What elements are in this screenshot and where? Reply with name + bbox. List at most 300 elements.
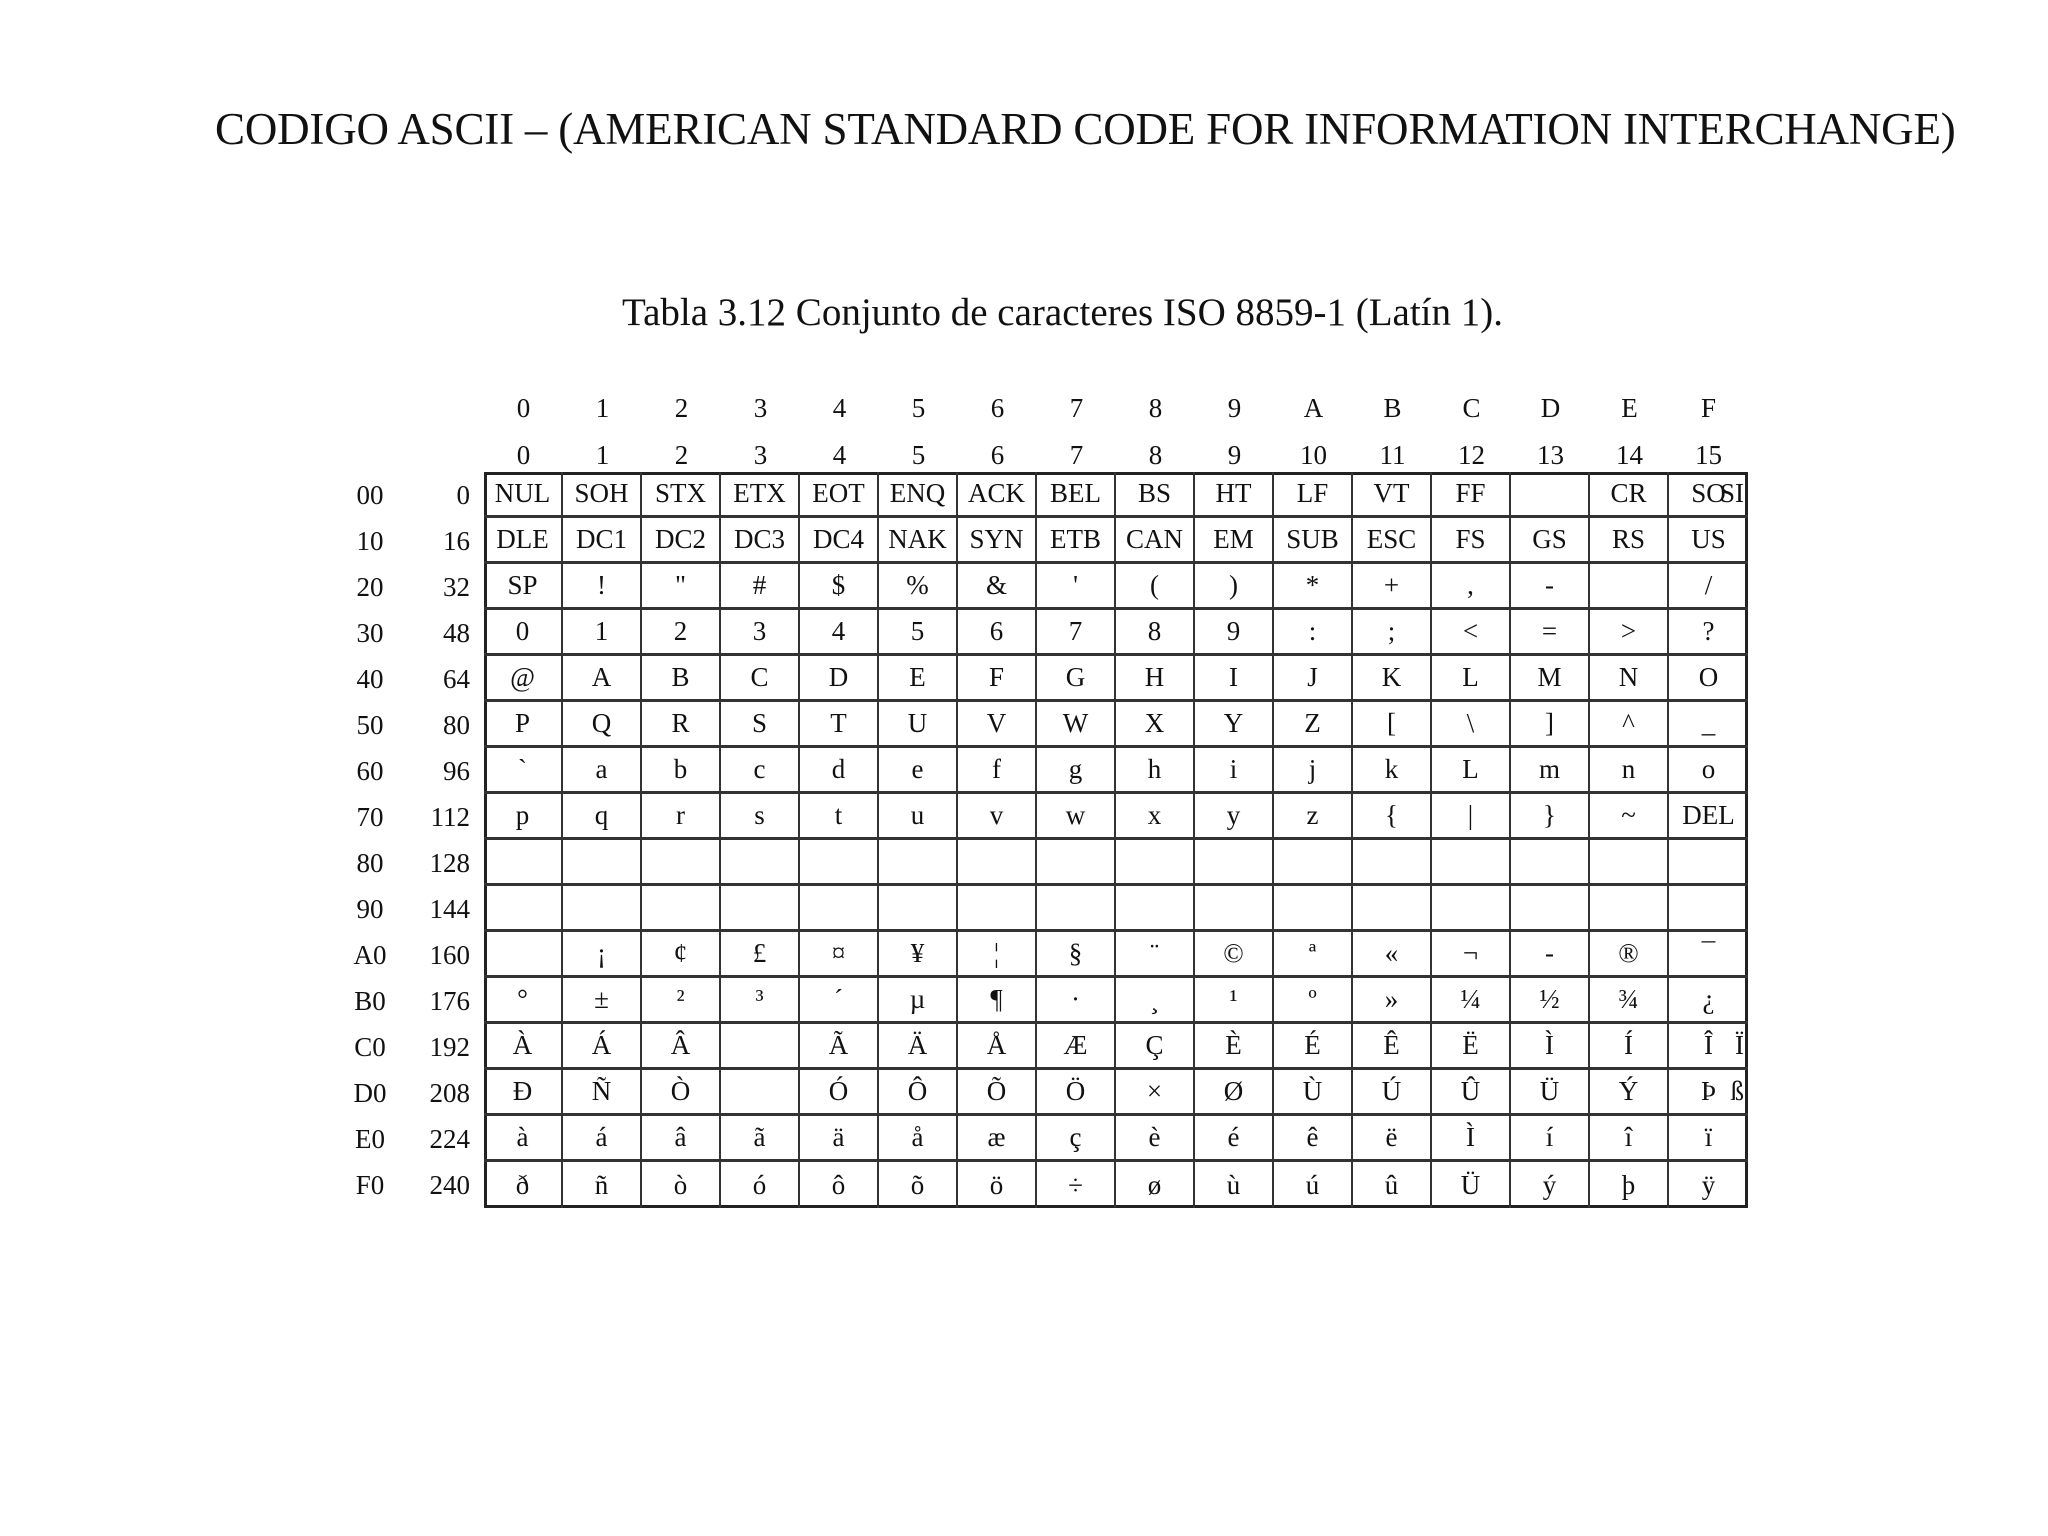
table-cell: ¥ bbox=[879, 932, 958, 978]
table-cell: w bbox=[1037, 794, 1116, 840]
table-cell: DC1 bbox=[563, 518, 642, 564]
table-cell: ª bbox=[1274, 932, 1353, 978]
table-cell: ¨ bbox=[1116, 932, 1195, 978]
table-cell: è bbox=[1116, 1116, 1195, 1162]
table-cell: « bbox=[1353, 932, 1432, 978]
table-cell: f bbox=[958, 748, 1037, 794]
table-cell bbox=[1511, 472, 1590, 518]
table-cell: ~ bbox=[1590, 794, 1669, 840]
table-cell: B bbox=[642, 656, 721, 702]
table-cell: DC2 bbox=[642, 518, 721, 564]
table-cell: n bbox=[1590, 748, 1669, 794]
row-decimal-label: 96 bbox=[443, 756, 470, 786]
table-cell: { bbox=[1353, 794, 1432, 840]
column-hex-header: 0 bbox=[516, 393, 531, 423]
table-cell: Ú bbox=[1353, 1070, 1432, 1116]
row-hex-label: 30 bbox=[356, 618, 384, 648]
table-cell: H bbox=[1116, 656, 1195, 702]
table-cell: - bbox=[1511, 564, 1590, 610]
table-cell: EM bbox=[1195, 518, 1274, 564]
table-cell: ï bbox=[1669, 1116, 1748, 1162]
table-cell: þ bbox=[1590, 1162, 1669, 1208]
row-hex-label: 90 bbox=[356, 894, 384, 924]
column-hex-header: D bbox=[1540, 393, 1561, 423]
table-cell: j bbox=[1274, 748, 1353, 794]
table-cell bbox=[800, 840, 879, 886]
table-cell bbox=[484, 932, 563, 978]
table-cell: ` bbox=[484, 748, 563, 794]
table-cell: Ì bbox=[1432, 1116, 1511, 1162]
row-hex-label: C0 bbox=[354, 1032, 386, 1062]
table-cell bbox=[1037, 840, 1116, 886]
table-cell: % bbox=[879, 564, 958, 610]
table-cell: SO bbox=[1669, 472, 1748, 518]
table-cell bbox=[1274, 840, 1353, 886]
row-decimal-label: 16 bbox=[443, 526, 470, 556]
table-cell: » bbox=[1353, 978, 1432, 1024]
row-hex-label: F0 bbox=[355, 1170, 385, 1200]
table-cell: BEL bbox=[1037, 472, 1116, 518]
table-cell: Ê bbox=[1353, 1024, 1432, 1070]
table-cell: ½ bbox=[1511, 978, 1590, 1024]
table-cell: Í bbox=[1590, 1024, 1669, 1070]
table-cell: ø bbox=[1116, 1162, 1195, 1208]
column-hex-header: 9 bbox=[1227, 393, 1242, 423]
table-cell: å bbox=[879, 1116, 958, 1162]
column-decimal-header: 3 bbox=[753, 440, 768, 470]
table-cell: 4 bbox=[800, 610, 879, 656]
table-cell: ñ bbox=[563, 1162, 642, 1208]
table-cell: SYN bbox=[958, 518, 1037, 564]
table-cell: r bbox=[642, 794, 721, 840]
table-cell: ¬ bbox=[1432, 932, 1511, 978]
table-cell: F bbox=[958, 656, 1037, 702]
table-cell: 3 bbox=[721, 610, 800, 656]
column-decimal-header: 11 bbox=[1379, 440, 1406, 470]
table-cell: Ï bbox=[1669, 1024, 1748, 1070]
row-decimal-label: 192 bbox=[429, 1032, 470, 1062]
table-cell: ETX bbox=[721, 472, 800, 518]
table-cell: Ë bbox=[1432, 1024, 1511, 1070]
column-hex-header: 8 bbox=[1148, 393, 1163, 423]
table-cell: 8 bbox=[1116, 610, 1195, 656]
column-hex-header: 3 bbox=[753, 393, 768, 423]
table-cell: Ç bbox=[1116, 1024, 1195, 1070]
table-cell: p bbox=[484, 794, 563, 840]
table-cell: § bbox=[1037, 932, 1116, 978]
table-cell bbox=[958, 886, 1037, 932]
table-cell: D bbox=[800, 656, 879, 702]
column-hex-header: F bbox=[1700, 393, 1717, 423]
table-cell: GS bbox=[1511, 518, 1590, 564]
table-cell: I bbox=[1195, 656, 1274, 702]
table-cell: ENQ bbox=[879, 472, 958, 518]
table-cell bbox=[1432, 886, 1511, 932]
column-decimal-header: 13 bbox=[1537, 440, 1564, 470]
table-cell: ] bbox=[1511, 702, 1590, 748]
table-cell: Þ bbox=[1669, 1070, 1748, 1116]
row-decimal-label: 176 bbox=[429, 986, 470, 1016]
row-hex-label: 70 bbox=[356, 802, 384, 832]
table-cell: NAK bbox=[879, 518, 958, 564]
table-cell: N bbox=[1590, 656, 1669, 702]
table-cell: ý bbox=[1511, 1162, 1590, 1208]
table-cell: á bbox=[563, 1116, 642, 1162]
table-cell: 7 bbox=[1037, 610, 1116, 656]
column-hex-header: 5 bbox=[911, 393, 926, 423]
column-hex-header: 6 bbox=[990, 393, 1005, 423]
row-decimal-label: 160 bbox=[429, 940, 470, 970]
table-cell bbox=[1037, 886, 1116, 932]
table-cell: STX bbox=[642, 472, 721, 518]
table-cell: Ø bbox=[1195, 1070, 1274, 1116]
table-cell bbox=[879, 886, 958, 932]
table-cell: ¸ bbox=[1116, 978, 1195, 1024]
table-cell: Q bbox=[563, 702, 642, 748]
table-cell: £ bbox=[721, 932, 800, 978]
table-cell: ë bbox=[1353, 1116, 1432, 1162]
table-cell: ? bbox=[1669, 610, 1748, 656]
table-cell: 5 bbox=[879, 610, 958, 656]
table-cell: q bbox=[563, 794, 642, 840]
table-cell: ! bbox=[563, 564, 642, 610]
table-cell: ; bbox=[1353, 610, 1432, 656]
table-cell: d bbox=[800, 748, 879, 794]
table-cell: T bbox=[800, 702, 879, 748]
table-cell: \ bbox=[1432, 702, 1511, 748]
table-cell: ) bbox=[1195, 564, 1274, 610]
table-cell: ESC bbox=[1353, 518, 1432, 564]
table-cell: y bbox=[1195, 794, 1274, 840]
table-cell: ACK bbox=[958, 472, 1037, 518]
table-cell: ß bbox=[1669, 1070, 1748, 1116]
table-cell: g bbox=[1037, 748, 1116, 794]
table-cell: X bbox=[1116, 702, 1195, 748]
table-cell: ú bbox=[1274, 1162, 1353, 1208]
table-cell: Ý bbox=[1590, 1070, 1669, 1116]
row-decimal-label: 0 bbox=[456, 480, 470, 510]
table-cell: DC4 bbox=[800, 518, 879, 564]
table-cell bbox=[1590, 564, 1669, 610]
column-hex-header: 7 bbox=[1069, 393, 1084, 423]
table-cell: VT bbox=[1353, 472, 1432, 518]
table-cell: V bbox=[958, 702, 1037, 748]
table-cell bbox=[1669, 840, 1748, 886]
table-cell: ¿ bbox=[1669, 978, 1748, 1024]
table-cell: ò bbox=[642, 1162, 721, 1208]
table-cell: - bbox=[1511, 932, 1590, 978]
table-cell: ¦ bbox=[958, 932, 1037, 978]
table-cell: RS bbox=[1590, 518, 1669, 564]
row-hex-label: 80 bbox=[356, 848, 384, 878]
table-cell: [ bbox=[1353, 702, 1432, 748]
table-cell: Ô bbox=[879, 1070, 958, 1116]
table-cell: â bbox=[642, 1116, 721, 1162]
table-cell: CR bbox=[1590, 472, 1669, 518]
table-cell: © bbox=[1195, 932, 1274, 978]
table-cell: ã bbox=[721, 1116, 800, 1162]
column-hex-header: C bbox=[1462, 393, 1481, 423]
table-cell: à bbox=[484, 1116, 563, 1162]
table-cell: î bbox=[1590, 1116, 1669, 1162]
table-cell bbox=[563, 840, 642, 886]
table-cell bbox=[1274, 886, 1353, 932]
table-cell: SI bbox=[1669, 472, 1748, 518]
table-cell: CAN bbox=[1116, 518, 1195, 564]
column-decimal-header: 1 bbox=[595, 440, 610, 470]
table-cell: É bbox=[1274, 1024, 1353, 1070]
table-cell: LF bbox=[1274, 472, 1353, 518]
table-cell bbox=[1590, 886, 1669, 932]
table-cell: SP bbox=[484, 564, 563, 610]
table-cell: ® bbox=[1590, 932, 1669, 978]
table-cell: ( bbox=[1116, 564, 1195, 610]
table-cell: SUB bbox=[1274, 518, 1353, 564]
table-cell: Õ bbox=[958, 1070, 1037, 1116]
column-decimal-header: 15 bbox=[1695, 440, 1722, 470]
table-cell: v bbox=[958, 794, 1037, 840]
table-cell: HT bbox=[1195, 472, 1274, 518]
table-cell: ± bbox=[563, 978, 642, 1024]
row-hex-label: 50 bbox=[356, 710, 384, 740]
table-cell: L bbox=[1432, 656, 1511, 702]
row-hex-label: E0 bbox=[355, 1124, 385, 1154]
table-cell bbox=[1353, 840, 1432, 886]
row-hex-label: 40 bbox=[356, 664, 384, 694]
table-cell: ^ bbox=[1590, 702, 1669, 748]
table-cell bbox=[1116, 840, 1195, 886]
row-hex-label: D0 bbox=[353, 1078, 387, 1108]
table-cell bbox=[1195, 840, 1274, 886]
table-cell: * bbox=[1274, 564, 1353, 610]
table-cell: ÿ bbox=[1701, 1169, 1716, 1200]
table-cell: > bbox=[1590, 610, 1669, 656]
table-cell: ¼ bbox=[1432, 978, 1511, 1024]
table-cell: Î bbox=[1669, 1024, 1748, 1070]
table-cell: ¡ bbox=[563, 932, 642, 978]
table-cell: o bbox=[1669, 748, 1748, 794]
table-cell: ¯ bbox=[1669, 932, 1748, 978]
table-cell: 1 bbox=[563, 610, 642, 656]
column-hex-header: A bbox=[1303, 393, 1324, 423]
row-decimal-label: 240 bbox=[429, 1170, 470, 1200]
table-caption: Tabla 3.12 Conjunto de caracteres ISO 8859-1 (Latín 1). bbox=[622, 291, 1504, 334]
table-cell: æ bbox=[958, 1116, 1037, 1162]
table-cell: e bbox=[879, 748, 958, 794]
row-hex-label: A0 bbox=[353, 940, 387, 970]
table-cell: _ bbox=[1669, 702, 1748, 748]
table-cell: E bbox=[879, 656, 958, 702]
table-cell: ° bbox=[484, 978, 563, 1024]
table-cell: Z bbox=[1274, 702, 1353, 748]
column-decimal-header: 4 bbox=[832, 440, 847, 470]
table-cell: L bbox=[1432, 748, 1511, 794]
column-decimal-header: 2 bbox=[674, 440, 689, 470]
column-decimal-header: 12 bbox=[1458, 440, 1485, 470]
table-cell: P bbox=[484, 702, 563, 748]
table-cell: O bbox=[1669, 656, 1748, 702]
table-cell bbox=[721, 886, 800, 932]
table-cell: · bbox=[1037, 978, 1116, 1024]
table-cell: ô bbox=[800, 1162, 879, 1208]
table-cell: Ð bbox=[484, 1070, 563, 1116]
table-cell: S bbox=[721, 702, 800, 748]
table-cell bbox=[1669, 886, 1748, 932]
table-cell: DEL bbox=[1669, 794, 1748, 840]
table-cell: R bbox=[642, 702, 721, 748]
table-cell bbox=[879, 840, 958, 886]
table-cell bbox=[1511, 840, 1590, 886]
table-cell bbox=[721, 1070, 800, 1116]
table-cell: Â bbox=[642, 1024, 721, 1070]
table-cell: NUL bbox=[484, 472, 563, 518]
table-cell bbox=[721, 1024, 800, 1070]
row-decimal-label: 112 bbox=[430, 802, 470, 832]
table-cell: Ä bbox=[879, 1024, 958, 1070]
table-cell: Y bbox=[1195, 702, 1274, 748]
table-cell: ð bbox=[484, 1162, 563, 1208]
table-cell: À bbox=[484, 1024, 563, 1070]
table-cell: ¤ bbox=[800, 932, 879, 978]
table-cell: u bbox=[879, 794, 958, 840]
row-hex-label: 60 bbox=[356, 756, 384, 786]
row-hex-label: 10 bbox=[356, 526, 384, 556]
table-cell: ä bbox=[800, 1116, 879, 1162]
table-cell: SOH bbox=[563, 472, 642, 518]
table-cell: º bbox=[1274, 978, 1353, 1024]
table-cell: × bbox=[1116, 1070, 1195, 1116]
table-cell: K bbox=[1353, 656, 1432, 702]
table-cell: ' bbox=[1037, 564, 1116, 610]
table-cell: 0 bbox=[484, 610, 563, 656]
table-cell: EOT bbox=[800, 472, 879, 518]
table-cell: ê bbox=[1274, 1116, 1353, 1162]
table-cell: Æ bbox=[1037, 1024, 1116, 1070]
table-cell: | bbox=[1432, 794, 1511, 840]
table-cell: Ñ bbox=[563, 1070, 642, 1116]
table-cell: Ì bbox=[1511, 1024, 1590, 1070]
table-cell: Ü bbox=[1432, 1162, 1511, 1208]
table-cell: µ bbox=[879, 978, 958, 1024]
table-cell: ¢ bbox=[642, 932, 721, 978]
table-cell bbox=[1511, 886, 1590, 932]
row-decimal-label: 128 bbox=[429, 848, 470, 878]
table-cell: û bbox=[1353, 1162, 1432, 1208]
column-hex-header: 4 bbox=[832, 393, 847, 423]
table-cell: ² bbox=[642, 978, 721, 1024]
table-cell: È bbox=[1195, 1024, 1274, 1070]
table-cell: s bbox=[721, 794, 800, 840]
table-cell bbox=[1432, 840, 1511, 886]
table-cell: $ bbox=[800, 564, 879, 610]
table-cell: G bbox=[1037, 656, 1116, 702]
table-cell: FS bbox=[1432, 518, 1511, 564]
table-cell: Ò bbox=[642, 1070, 721, 1116]
table-cell: í bbox=[1511, 1116, 1590, 1162]
column-decimal-header: 10 bbox=[1300, 440, 1327, 470]
column-hex-header: 2 bbox=[674, 393, 689, 423]
table-cell: ³ bbox=[721, 978, 800, 1024]
table-cell: ´ bbox=[800, 978, 879, 1024]
table-cell: é bbox=[1195, 1116, 1274, 1162]
table-cell: C bbox=[721, 656, 800, 702]
table-cell: W bbox=[1037, 702, 1116, 748]
table-cell: t bbox=[800, 794, 879, 840]
table-cell: ¹ bbox=[1195, 978, 1274, 1024]
table-cell: Ù bbox=[1274, 1070, 1353, 1116]
row-hex-label: 20 bbox=[356, 572, 384, 602]
table-cell: ¾ bbox=[1590, 978, 1669, 1024]
table-cell: i bbox=[1195, 748, 1274, 794]
column-hex-header: E bbox=[1621, 393, 1638, 423]
table-cell: c bbox=[721, 748, 800, 794]
table-cell: < bbox=[1432, 610, 1511, 656]
table-cell bbox=[563, 886, 642, 932]
table-cell: J bbox=[1274, 656, 1353, 702]
table-cell: Ó bbox=[800, 1070, 879, 1116]
row-decimal-label: 32 bbox=[443, 572, 470, 602]
table-cell: Ü bbox=[1511, 1070, 1590, 1116]
table-cell: ETB bbox=[1037, 518, 1116, 564]
row-decimal-label: 80 bbox=[443, 710, 470, 740]
table-cell: DLE bbox=[484, 518, 563, 564]
table-cell: Û bbox=[1432, 1070, 1511, 1116]
character-table bbox=[484, 472, 1748, 1208]
table-cell: h bbox=[1116, 748, 1195, 794]
table-cell: US bbox=[1669, 518, 1748, 564]
table-cell bbox=[1353, 886, 1432, 932]
document-title: CODIGO ASCII – (AMERICAN STANDARD CODE FOR INFORMATION INTERCHANGE) bbox=[215, 104, 1956, 154]
table-cell: ÷ bbox=[1037, 1162, 1116, 1208]
table-cell: = bbox=[1511, 610, 1590, 656]
table-cell bbox=[642, 886, 721, 932]
table-cell: x bbox=[1116, 794, 1195, 840]
table-cell: U bbox=[879, 702, 958, 748]
column-decimal-header: 14 bbox=[1616, 440, 1643, 470]
table-cell: ö bbox=[958, 1162, 1037, 1208]
table-cell: , bbox=[1432, 564, 1511, 610]
table-cell: Å bbox=[958, 1024, 1037, 1070]
row-hex-label: B0 bbox=[354, 986, 386, 1016]
table-cell: 2 bbox=[642, 610, 721, 656]
table-cell bbox=[958, 840, 1037, 886]
table-cell: DC3 bbox=[721, 518, 800, 564]
table-cell: ó bbox=[721, 1162, 800, 1208]
row-decimal-label: 224 bbox=[429, 1124, 470, 1154]
table-cell bbox=[484, 886, 563, 932]
table-cell bbox=[1116, 886, 1195, 932]
table-cell: m bbox=[1511, 748, 1590, 794]
column-decimal-header: 9 bbox=[1227, 440, 1242, 470]
column-decimal-header: 8 bbox=[1148, 440, 1163, 470]
column-decimal-header: 5 bbox=[911, 440, 926, 470]
table-cell: õ bbox=[879, 1162, 958, 1208]
column-decimal-header: 7 bbox=[1069, 440, 1084, 470]
table-cell: A bbox=[563, 656, 642, 702]
table-cell: ¶ bbox=[958, 978, 1037, 1024]
table-cell bbox=[484, 840, 563, 886]
table-cell bbox=[1590, 840, 1669, 886]
table-cell: z bbox=[1274, 794, 1353, 840]
table-cell: a bbox=[563, 748, 642, 794]
table-cell: 9 bbox=[1195, 610, 1274, 656]
table-cell: b bbox=[642, 748, 721, 794]
table-cell: + bbox=[1353, 564, 1432, 610]
column-hex-header: B bbox=[1383, 393, 1402, 423]
table-cell bbox=[721, 840, 800, 886]
table-cell: ç bbox=[1037, 1116, 1116, 1162]
table-cell bbox=[1195, 886, 1274, 932]
